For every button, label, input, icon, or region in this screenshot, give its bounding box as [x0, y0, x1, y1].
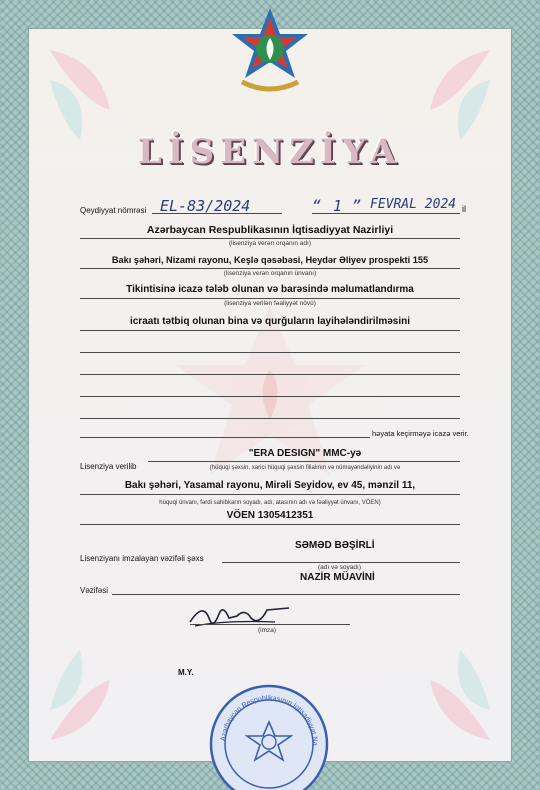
activity-line-2: icraatı tətbiq olunan bina və qurğuların layihələndirilməsini	[129, 316, 411, 327]
blank-rule-3	[80, 396, 460, 397]
document-title: LİSENZİYA	[137, 132, 403, 172]
ornament-bottom-right	[390, 600, 500, 750]
permit-suffix: həyata keçirməyə icazə verir.	[372, 429, 469, 438]
licensee-name: "ERA DESIGN" MMC-yə	[248, 448, 362, 459]
signatory-position: NAZİR MÜAVİNİ	[300, 572, 375, 583]
issuer-address-line	[80, 268, 460, 269]
ornament-bottom-left	[40, 600, 150, 750]
signature-line	[190, 624, 350, 625]
seal-label: M.Y.	[178, 668, 194, 677]
licensee-address-caption: hüquqi ünvanı, fərdi sahibkarın soyadı, adı, atasının adı və fəaliyyət ünvanı, VÖEN)	[159, 500, 381, 506]
registration-label: Qeydiyyat nömrəsi	[80, 206, 147, 215]
activity-line-1-rule	[80, 298, 460, 299]
registration-month-year: FEVRAL 2024	[370, 197, 457, 212]
position-line	[112, 594, 460, 595]
signatory-name-caption: (adı və soyadı)	[318, 564, 361, 571]
licensee-voen: VÖEN 1305412351	[226, 510, 314, 521]
registration-close-quote: ”	[352, 197, 362, 215]
blank-rule-2	[80, 374, 460, 375]
signatory-label: Lisenziyanı imzalayan vəzifəli şəxs	[80, 554, 204, 563]
registration-open-quote: “	[312, 197, 322, 215]
blank-rule-4	[80, 418, 460, 419]
registration-date-line	[312, 213, 460, 214]
licensee-label: Lisenziya verilib	[80, 462, 137, 471]
signatory-name-line	[222, 562, 460, 563]
blank-rule-1	[80, 352, 460, 353]
licensee-name-caption: (hüquqi şəxsin, xarici hüquqi şəxsin filialının və nümayəndəliyinin adı və	[209, 465, 401, 471]
signatory-name: SƏMƏD BƏŞİRLİ	[295, 540, 375, 551]
official-seal	[205, 680, 333, 790]
registration-number: EL-83/2024	[160, 197, 251, 215]
signature	[185, 596, 295, 632]
activity-line-1: Tikintisinə icazə tələb olunan və barəsində məlumatlandırma	[126, 284, 414, 295]
licensee-address: Bakı şəhəri, Yasamal rayonu, Mirəli Seyidov, ev 45, mənzil 11,	[124, 480, 416, 491]
signature-caption: (imza)	[258, 627, 277, 634]
licensee-name-line	[148, 461, 460, 462]
issuer-name-line	[80, 238, 460, 239]
registration-day: 1	[333, 197, 343, 215]
licensee-voen-line	[80, 524, 460, 525]
activity-line-2-rule	[80, 330, 460, 331]
permit-rule	[80, 437, 370, 438]
issuer-name-caption: (lisenziya verən orqanın adı)	[228, 240, 311, 247]
issuer-name: Azərbaycan Respublikasının İqtisadiyyat Nazirliyi	[146, 224, 394, 236]
seal-text: Azərbaycan Respublikasının İqtisadiyyat Na	[220, 694, 319, 746]
registration-year-suffix: il	[462, 204, 466, 214]
licensee-address-line	[80, 494, 460, 495]
state-emblem	[222, 4, 318, 100]
registration-number-line	[152, 213, 282, 214]
position-label: Vəzifəsi	[80, 586, 109, 595]
issuer-address: Bakı şəhəri, Nizami rayonu, Keşlə qəsəbəsi, Heydər Əliyev prospekti 155	[111, 255, 429, 265]
activity-caption: (lisenziya verilən fəaliyyət növü)	[224, 300, 316, 307]
issuer-address-caption: (lisenziya verən orqanın ünvanı)	[223, 270, 317, 277]
